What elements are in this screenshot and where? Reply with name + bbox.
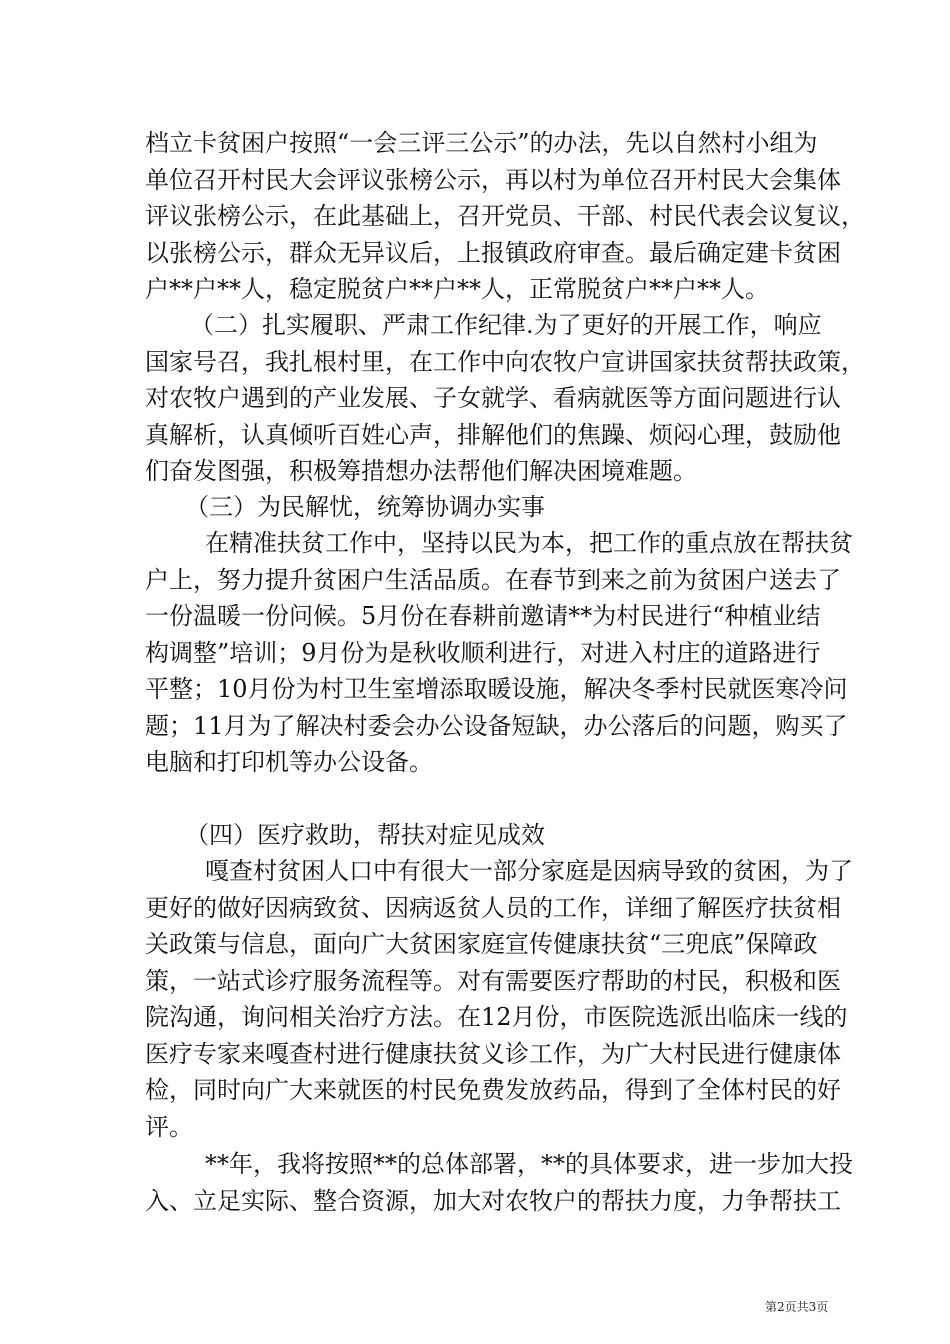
page-number: 第2页共3页 [765, 1300, 829, 1314]
text-line: 对农牧户遇到的产业发展、子女就学、看病就医等方面问题进行认 [145, 384, 841, 412]
text-line: 真解析，认真倾听百姓心声，排解他们的焦躁、烦闷心理，鼓励他 [145, 420, 841, 449]
text-line: 医疗专家来嘎查村进行健康扶贫义诊工作，为广大村民进行健康体 [145, 1039, 841, 1068]
text-line: 户上，努力提升贫困户生活品质。在春节到来之前为贫困户送去了 [145, 565, 841, 594]
text-line: 们奋发图强，积极筹措想办法帮他们解决困境难题。 [145, 457, 697, 485]
text-line: （二）扎实履职、严肃工作纪律.为了更好的开展工作，响应 [190, 311, 822, 339]
text-line: （三）为民解忧，统筹协调办实事 [185, 493, 545, 521]
text-line: 户**户**人，稳定脱贫户**户**人，正常脱贫户**户**人。 [145, 275, 769, 303]
text-line: **年，我将按照**的总体部署，**的具体要求，进一步加大投 [205, 1150, 853, 1178]
text-line: 嘎查村贫困人口中有很大一部分家庭是因病导致的贫困，为了 [205, 857, 853, 885]
text-line: 平整；10月份为村卫生室增添取暖设施，解决冬季村民就医寒冷问 [145, 675, 848, 703]
text-line: 在精准扶贫工作中，坚持以民为本，把工作的重点放在帮扶贫 [205, 529, 853, 557]
text-line: 策，一站式诊疗服务流程等。对有需要医疗帮助的村民，积极和医 [145, 966, 841, 995]
text-line: 评。 [145, 1112, 193, 1141]
text-line: 院沟通，询问相关治疗方法。在12月份，市医院选派出临床一线的 [145, 1003, 848, 1031]
text-line: 电脑和打印机等办公设备。 [145, 748, 433, 776]
text-line: （四）医疗救助，帮扶对症见成效 [185, 821, 545, 849]
text-line: 以张榜公示，群众无异议后，上报镇政府审查。最后确定建卡贫困 [145, 238, 841, 267]
text-line: 题；11月为了解决村委会办公设备短缺，办公落后的问题，购买了 [145, 711, 848, 740]
text-line: 国家号召，我扎根村里，在工作中向农牧户宣讲国家扶贫帮扶政策， [145, 347, 865, 376]
text-line: 单位召开村民大会评议张榜公示，再以村为单位召开村民大会集体 [145, 165, 841, 194]
text-line: 构调整”培训；9月份为是秋收顺利进行，对进入村庄的道路进行 [145, 638, 821, 667]
text-line: 关政策与信息，面向广大贫困家庭宣传健康扶贫“三兜底”保障政 [145, 930, 818, 958]
text-line: 更好的做好因病致贫、因病返贫人员的工作，详细了解医疗扶贫相 [145, 893, 841, 922]
text-line: 档立卡贫困户按照“一会三评三公示”的办法，先以自然村小组为 [145, 129, 818, 157]
text-line: 评议张榜公示，在此基础上，召开党员、干部、村民代表会议复议， [145, 202, 865, 230]
text-line: 一份温暖一份问候。5月份在春耕前邀请**为村民进行“种植业结 [145, 602, 821, 630]
text-line: 入、立足实际、整合资源，加大对农牧户的帮扶力度，力争帮扶工 [145, 1186, 841, 1215]
text-line: 检，同时向广大来就医的村民免费发放药品，得到了全体村民的好 [145, 1076, 841, 1104]
